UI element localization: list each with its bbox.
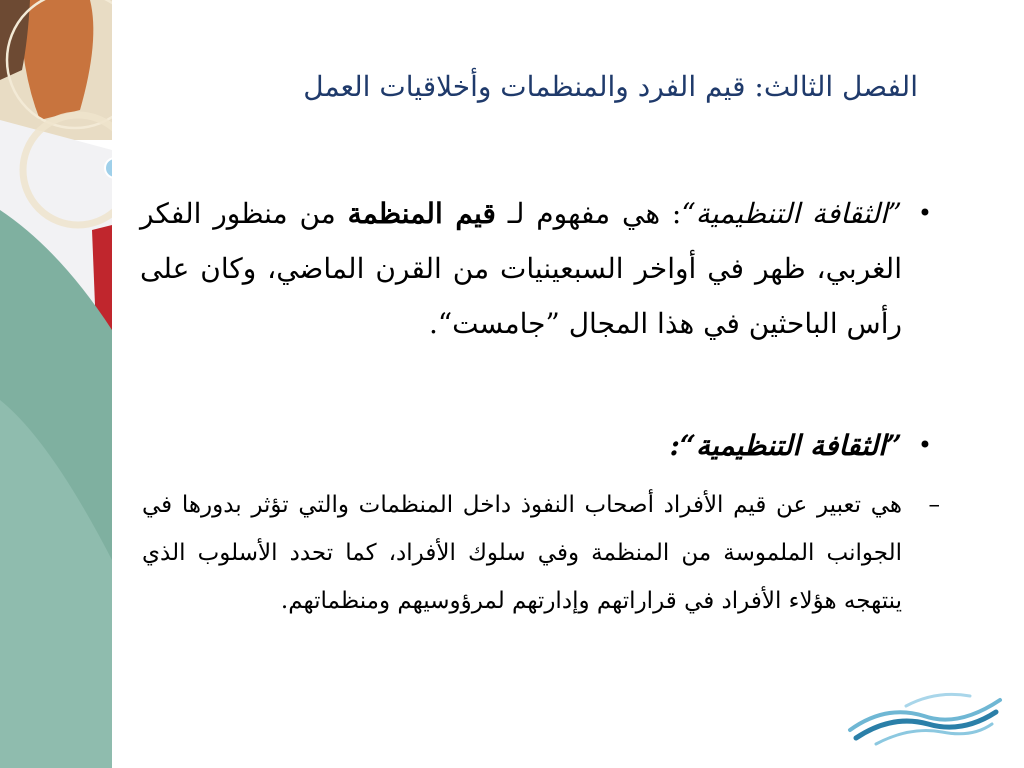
left-decorative-artwork <box>0 0 112 768</box>
definition-text-part2: من منظور الفكر الغربي، ظهر في أواخر السبعينيات من القرن الماضي، وكان على رأس الباحثين في هذا المجال ”جامست“. <box>140 197 902 340</box>
slide-title: الفصل الثالث: قيم الفرد والمنظمات وأخلاقيات العمل <box>303 70 918 103</box>
bold-term-org-values: قيم المنظمة <box>347 197 496 230</box>
person-illustration-icon <box>0 0 112 768</box>
sub-item-text: هي تعبير عن قيم الأفراد أصحاب النفوذ داخل المنظمات والتي تؤثر بدورها في الجوانب الملموسة من المنظمة وفي سلوك الأفراد، كما تحدد الأسلوب الذي ينتهجه هؤلاء الأفراد في قراراتهم وإدارتهم لمرؤوسيهم ومنظماتهم. <box>142 492 902 614</box>
bullet-heading-text: ”الثقافة التنظيمية“: <box>669 429 902 462</box>
bullet-item-definition <box>140 186 940 408</box>
bullet-marker: • <box>917 431 932 459</box>
quote-open: ” <box>887 197 902 230</box>
definition-text-part1: : هي مفهوم لـ <box>495 197 682 230</box>
slide-content <box>140 186 940 625</box>
wave-logo-icon <box>846 686 1004 746</box>
term-organizational-culture: الثقافة التنظيمية <box>695 197 888 230</box>
quote-close: “ <box>681 197 696 230</box>
sub-item-marker: – <box>928 492 940 518</box>
sub-item-explanation <box>142 481 940 625</box>
bullet-item-heading <box>140 418 940 473</box>
bullet-marker: • <box>917 199 932 227</box>
